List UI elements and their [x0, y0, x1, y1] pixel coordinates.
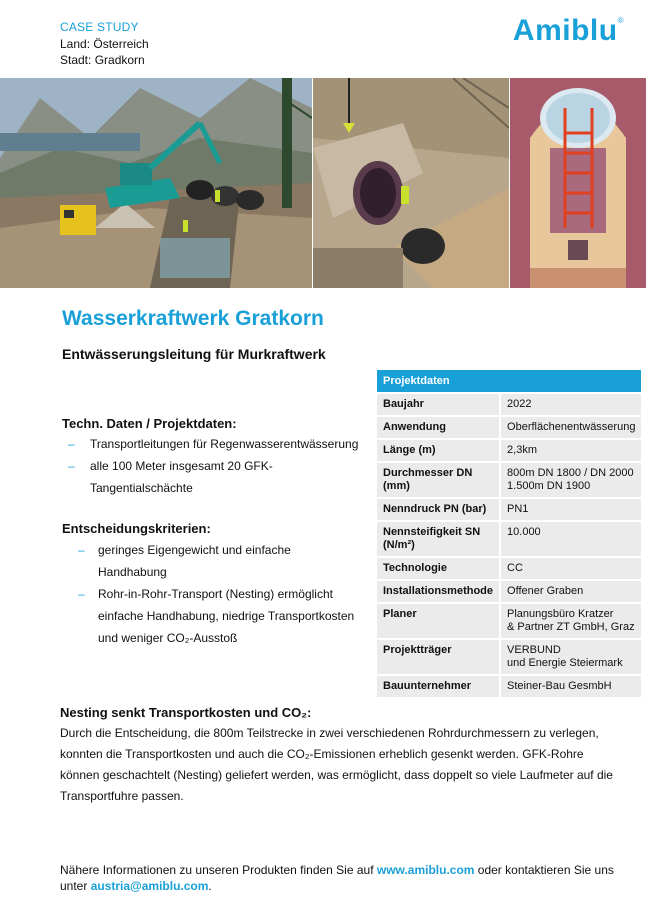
- criteria-heading: Entscheidungskriterien:: [62, 521, 211, 536]
- project-data-table: [377, 370, 641, 699]
- table-key: Durchmesser DN (mm): [377, 462, 500, 498]
- table-key: Technologie: [377, 557, 500, 580]
- list-item: – geringes Eigengewicht und einfache Handhabung: [62, 539, 362, 583]
- table-row: [377, 416, 641, 439]
- table-value: 10.000: [500, 521, 641, 557]
- table-row: [377, 498, 641, 521]
- table-value: Oberflächenentwässerung: [500, 416, 641, 439]
- tech-data-heading: Techn. Daten / Projektdaten:: [62, 416, 237, 431]
- manhole-interior-photo: [510, 78, 646, 288]
- table-value: Steiner-Bau GesmbH: [500, 675, 641, 698]
- nesting-heading: Nesting senkt Transportkosten und CO₂:: [60, 705, 312, 720]
- table-key: Anwendung: [377, 416, 500, 439]
- table-value: PN1: [500, 498, 641, 521]
- table-key: Nennsteifigkeit SN (N/m²): [377, 521, 500, 557]
- table-row: [377, 639, 641, 675]
- table-key: Projektträger: [377, 639, 500, 675]
- case-study-label: CASE STUDY: [60, 20, 139, 34]
- pipe-lowering-photo: [313, 78, 509, 288]
- table-row: [377, 521, 641, 557]
- table-row: [377, 557, 641, 580]
- footer-text-2: oder kontaktieren Sie uns unter: [60, 863, 614, 893]
- table-value: 2,3km: [500, 439, 641, 462]
- logo-text: Amiblu: [512, 14, 618, 47]
- footer-contact: [60, 862, 620, 894]
- nesting-text: Durch die Entscheidung, die 800m Teilstrecke in zwei verschiedenen Rohrdurchmessern zu verlegen, konnten die Transportkosten und auch die CO₂-Emissionen erheblich gesenkt werden. GFK-Rohre können geschachtelt (Nesting) geliefert werden, was ermöglicht, dass doppelt so viele Laufmeter auf die Transportfuhre passen.: [60, 726, 613, 803]
- excavator-photo: [0, 78, 312, 288]
- list-item: – Rohr-in-Rohr-Transport (Nesting) ermöglicht einfache Handhabung, niedrige Transportkosten und weniger CO₂-Ausstoß: [62, 583, 362, 649]
- table-key: Planer: [377, 603, 500, 639]
- table-row: [377, 439, 641, 462]
- table-key: Nenndruck PN (bar): [377, 498, 500, 521]
- table-key: Bauunternehmer: [377, 675, 500, 698]
- table-key: Länge (m): [377, 439, 500, 462]
- table-body: [377, 393, 641, 698]
- registered-mark: ®: [617, 16, 624, 25]
- country-label: Land: Österreich: [60, 37, 149, 51]
- tech-data-list: [62, 433, 367, 499]
- table-value: Planungsbüro Kratzer & Partner ZT GmbH, Graz: [500, 603, 641, 639]
- table-value: Offener Graben: [500, 580, 641, 603]
- table-row: [377, 393, 641, 416]
- table-row: [377, 675, 641, 698]
- table-row: [377, 462, 641, 498]
- table-row: [377, 580, 641, 603]
- amiblu-logo: [513, 14, 624, 48]
- city-label: Stadt: Gradkorn: [60, 53, 145, 67]
- website-link[interactable]: www.amiblu.com: [376, 863, 475, 877]
- list-item: – Transportleitungen für Regenwasserentwässerung: [62, 433, 367, 455]
- email-link[interactable]: austria@amiblu.com: [90, 879, 209, 893]
- photo-strip: [0, 78, 646, 288]
- table-value: 800m DN 1800 / DN 2000 1.500m DN 1900: [500, 462, 641, 498]
- page-subtitle: Entwässerungsleitung für Murkraftwerk: [62, 346, 326, 362]
- table-key: Installationsmethode: [377, 580, 500, 603]
- table-value: VERBUND und Energie Steiermark: [500, 639, 641, 675]
- footer-text-3: .: [208, 879, 212, 893]
- table-value: CC: [500, 557, 641, 580]
- page-title: Wasserkraftwerk Gratkorn: [62, 307, 324, 330]
- table-value: 2022: [500, 393, 641, 416]
- table-row: [377, 603, 641, 639]
- list-item: – alle 100 Meter insgesamt 20 GFK-Tangentialschächte: [62, 455, 367, 499]
- criteria-list: [62, 539, 362, 649]
- table-header: Projektdaten: [377, 370, 641, 393]
- footer-text-1: Nähere Informationen zu unseren Produkten finden Sie auf: [60, 863, 377, 877]
- table-key: Baujahr: [377, 393, 500, 416]
